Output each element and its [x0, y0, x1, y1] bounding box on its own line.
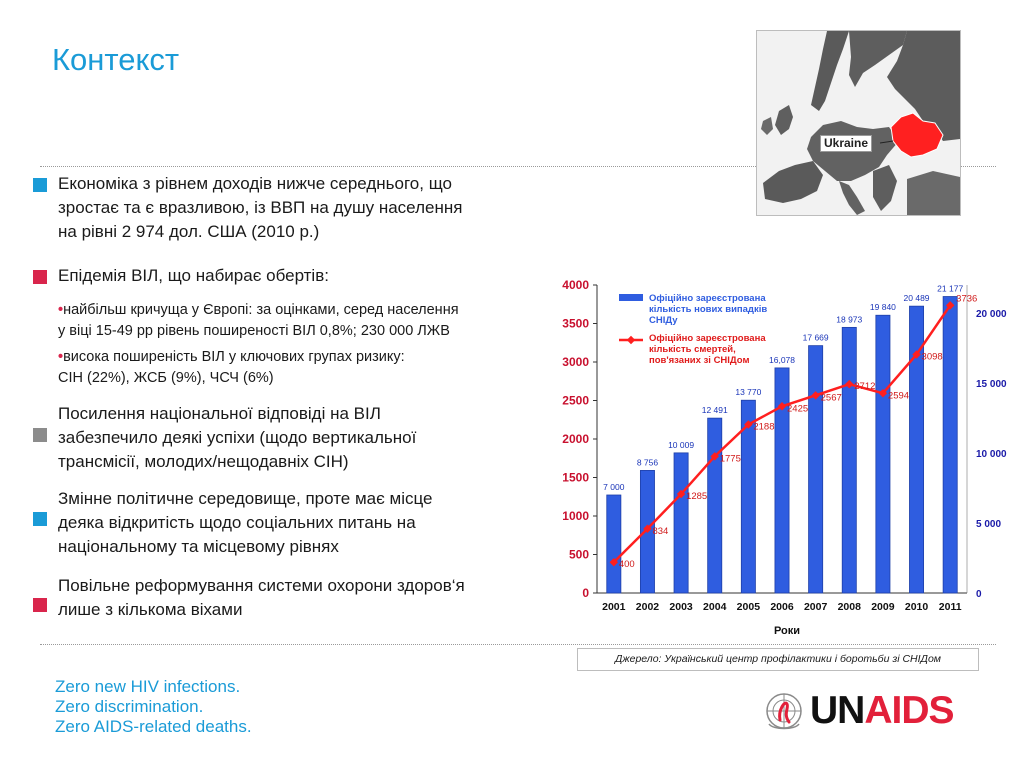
europe-map-image — [757, 31, 960, 215]
bar-2006 — [775, 368, 789, 593]
deaths-value-label: 2188 — [753, 421, 775, 433]
deaths-value-label: 400 — [618, 559, 635, 571]
bullet-marker-3 — [33, 428, 47, 442]
x-axis-tick-label: 2010 — [904, 601, 929, 613]
bar-value-label: 20 489 — [903, 293, 930, 304]
right-axis-tick-label: 5 000 — [976, 519, 1002, 530]
x-axis-tick-label: 2007 — [803, 601, 828, 613]
bullet-1-line-2: зростає та є вразливою, із ВВП на душу населення — [58, 198, 463, 217]
legend-bar-label-line-1: Офіційно зареєстрована — [649, 293, 766, 304]
bullet-2-sub-1-line-1: найбільш кричуща у Європі: за оцінками, серед населення — [63, 302, 459, 318]
bullet-4-line-1: Змінне політичне середовище, проте має місце — [58, 489, 433, 508]
legend-line-label-line-3: пов'язаних зі СНІДом — [649, 355, 750, 366]
bar-2011 — [943, 297, 957, 593]
slogan — [55, 677, 252, 737]
bar-value-label: 10 009 — [668, 439, 695, 450]
bullet-3-line-3: трансмісії, молодих/нещодавніх СІН) — [58, 452, 349, 471]
deaths-value-label: 1285 — [686, 491, 708, 503]
left-axis-tick-label: 3000 — [562, 355, 589, 369]
bar-2008 — [842, 327, 856, 593]
bar-value-label: 17 669 — [802, 332, 829, 343]
x-axis-tick-label: 2002 — [635, 601, 660, 613]
left-axis-tick-label: 500 — [568, 547, 589, 562]
legend-bar-label-line-3: СНІДу — [649, 315, 678, 326]
deaths-value-label: 1775 — [719, 453, 741, 465]
logo-aids-text: AIDS — [864, 689, 954, 732]
bottom-divider — [40, 644, 996, 645]
bullet-2-subitem-1 — [58, 300, 459, 342]
bullet-marker-5 — [33, 598, 47, 612]
right-axis-tick-label: 10 000 — [976, 449, 1007, 460]
bullet-3-line-2: забезпечило деякі успіхи (щодо вертикальної — [58, 428, 417, 447]
slogan-line-3: Zero AIDS-related deaths. — [55, 717, 252, 736]
un-emblem-icon — [763, 690, 805, 732]
legend-line-label — [649, 333, 768, 366]
left-axis-tick-label: 1000 — [562, 509, 589, 523]
slide-title: Контекст — [52, 42, 180, 77]
x-axis-tick-label: 2004 — [703, 601, 727, 613]
bullet-4-line-2: деяка відкритість щодо соціальних питань на — [58, 513, 416, 532]
bar-2009 — [876, 315, 890, 593]
deaths-value-label: 3736 — [956, 293, 978, 305]
legend-bar-label-line-2: кількість нових випадків — [649, 304, 768, 315]
legend-bar-swatch — [619, 294, 643, 301]
bullet-marker-2 — [33, 270, 47, 284]
x-axis-tick-label: 2008 — [837, 601, 861, 613]
legend-line-label-line-1: Офіційно зареєстрована — [649, 333, 766, 344]
europe-map — [756, 30, 961, 216]
x-axis-tick-label: 2006 — [770, 601, 794, 613]
deaths-value-label: 2425 — [787, 403, 809, 415]
deaths-value-label: 3098 — [921, 351, 943, 363]
bullet-3 — [58, 402, 416, 474]
logo-un-text: UN — [810, 689, 865, 732]
left-axis-tick-label: 3500 — [562, 316, 589, 331]
bullet-1-line-1: Економіка з рівнем доходів нижче середнього, що — [58, 174, 452, 193]
legend-line-marker — [627, 336, 635, 344]
bullet-2-subitem-2 — [58, 347, 405, 389]
sub-bullet-dot: • — [58, 349, 64, 365]
bar-value-label: 12 491 — [701, 405, 728, 416]
bullet-5-line-2: лише з кількома віхами — [58, 600, 243, 619]
bullet-2-sub-1-line-2: у віці 15-49 рр рівень поширеності ВІЛ 0,8%; 230 000 ЛЖВ — [58, 323, 450, 339]
unaids-wordmark — [810, 686, 954, 736]
deaths-value-label: 2594 — [887, 390, 910, 402]
bullet-marker-4 — [33, 512, 47, 526]
legend-bar-label — [649, 293, 770, 326]
x-axis-tick-label: 2005 — [736, 601, 761, 613]
bullet-1-line-3: на рівні 2 974 дол. США (2010 р.) — [58, 222, 320, 241]
bullet-3-line-1: Посилення національної відповіді на ВІЛ — [58, 404, 381, 423]
bar-value-label: 18 973 — [836, 314, 863, 325]
bar-2001 — [607, 495, 621, 593]
right-axis-tick-label: 0 — [976, 589, 982, 600]
bar-value-label: 13 770 — [735, 387, 762, 398]
left-axis-tick-label: 4000 — [562, 278, 589, 292]
x-axis-label: Роки — [773, 625, 801, 637]
slogan-line-1: Zero new HIV infections. — [55, 677, 241, 696]
left-axis-tick-label: 2000 — [562, 432, 589, 446]
bar-value-label: 8 756 — [636, 457, 659, 468]
source-note: Джерело: Український центр профілактики і боротьби зі СНІДом — [577, 648, 979, 671]
x-axis-tick-label: 2011 — [938, 601, 962, 613]
deaths-value-label: 2712 — [854, 381, 876, 393]
bullet-4-line-3: національному та місцевому рівнях — [58, 537, 339, 556]
bullet-marker-1 — [33, 178, 47, 192]
bullet-5-line-1: Повільне реформування системи охорони здоров‘я — [58, 576, 465, 595]
legend-line-label-line-2: кількість смертей, — [649, 344, 736, 355]
bullet-2-sub-2-line-2: СІН (22%), ЖСБ (9%), ЧСЧ (6%) — [58, 370, 274, 386]
bullet-4 — [58, 487, 432, 559]
left-axis-tick-label: 2500 — [562, 393, 589, 408]
left-axis-tick-label: 0 — [582, 586, 589, 600]
right-axis-tick-label: 15 000 — [976, 379, 1007, 390]
bullet-2-sub-2-line-1: висока поширеність ВІЛ у ключових групах ризику: — [63, 349, 405, 365]
right-axis-tick-label: 20 000 — [976, 309, 1007, 320]
bar-value-label: 19 840 — [869, 302, 896, 313]
bar-value-label: 16,078 — [769, 354, 795, 365]
bullet-1 — [58, 172, 462, 244]
x-axis-tick-label: 2003 — [669, 601, 693, 613]
map-label-ukraine: Ukraine — [820, 135, 872, 152]
bar-2004 — [708, 418, 722, 593]
bar-2003 — [674, 453, 688, 593]
slogan-line-2: Zero discrimination. — [55, 697, 204, 716]
deaths-value-label: 834 — [652, 525, 669, 537]
x-axis-tick-label: 2001 — [602, 601, 626, 613]
sub-bullet-dot: • — [58, 302, 64, 318]
deaths-value-label: 2567 — [820, 392, 842, 404]
bar-2007 — [809, 346, 823, 593]
bullet-5 — [58, 574, 465, 622]
bullet-2: Епідемія ВІЛ, що набирає обертів: — [58, 266, 329, 285]
left-axis-tick-label: 1500 — [562, 470, 589, 485]
x-axis-tick-label: 2009 — [871, 601, 895, 613]
bar-value-label: 21 177 — [937, 283, 964, 294]
aids-statistics-chart — [545, 270, 1024, 642]
bar-value-label: 7 000 — [603, 482, 625, 492]
